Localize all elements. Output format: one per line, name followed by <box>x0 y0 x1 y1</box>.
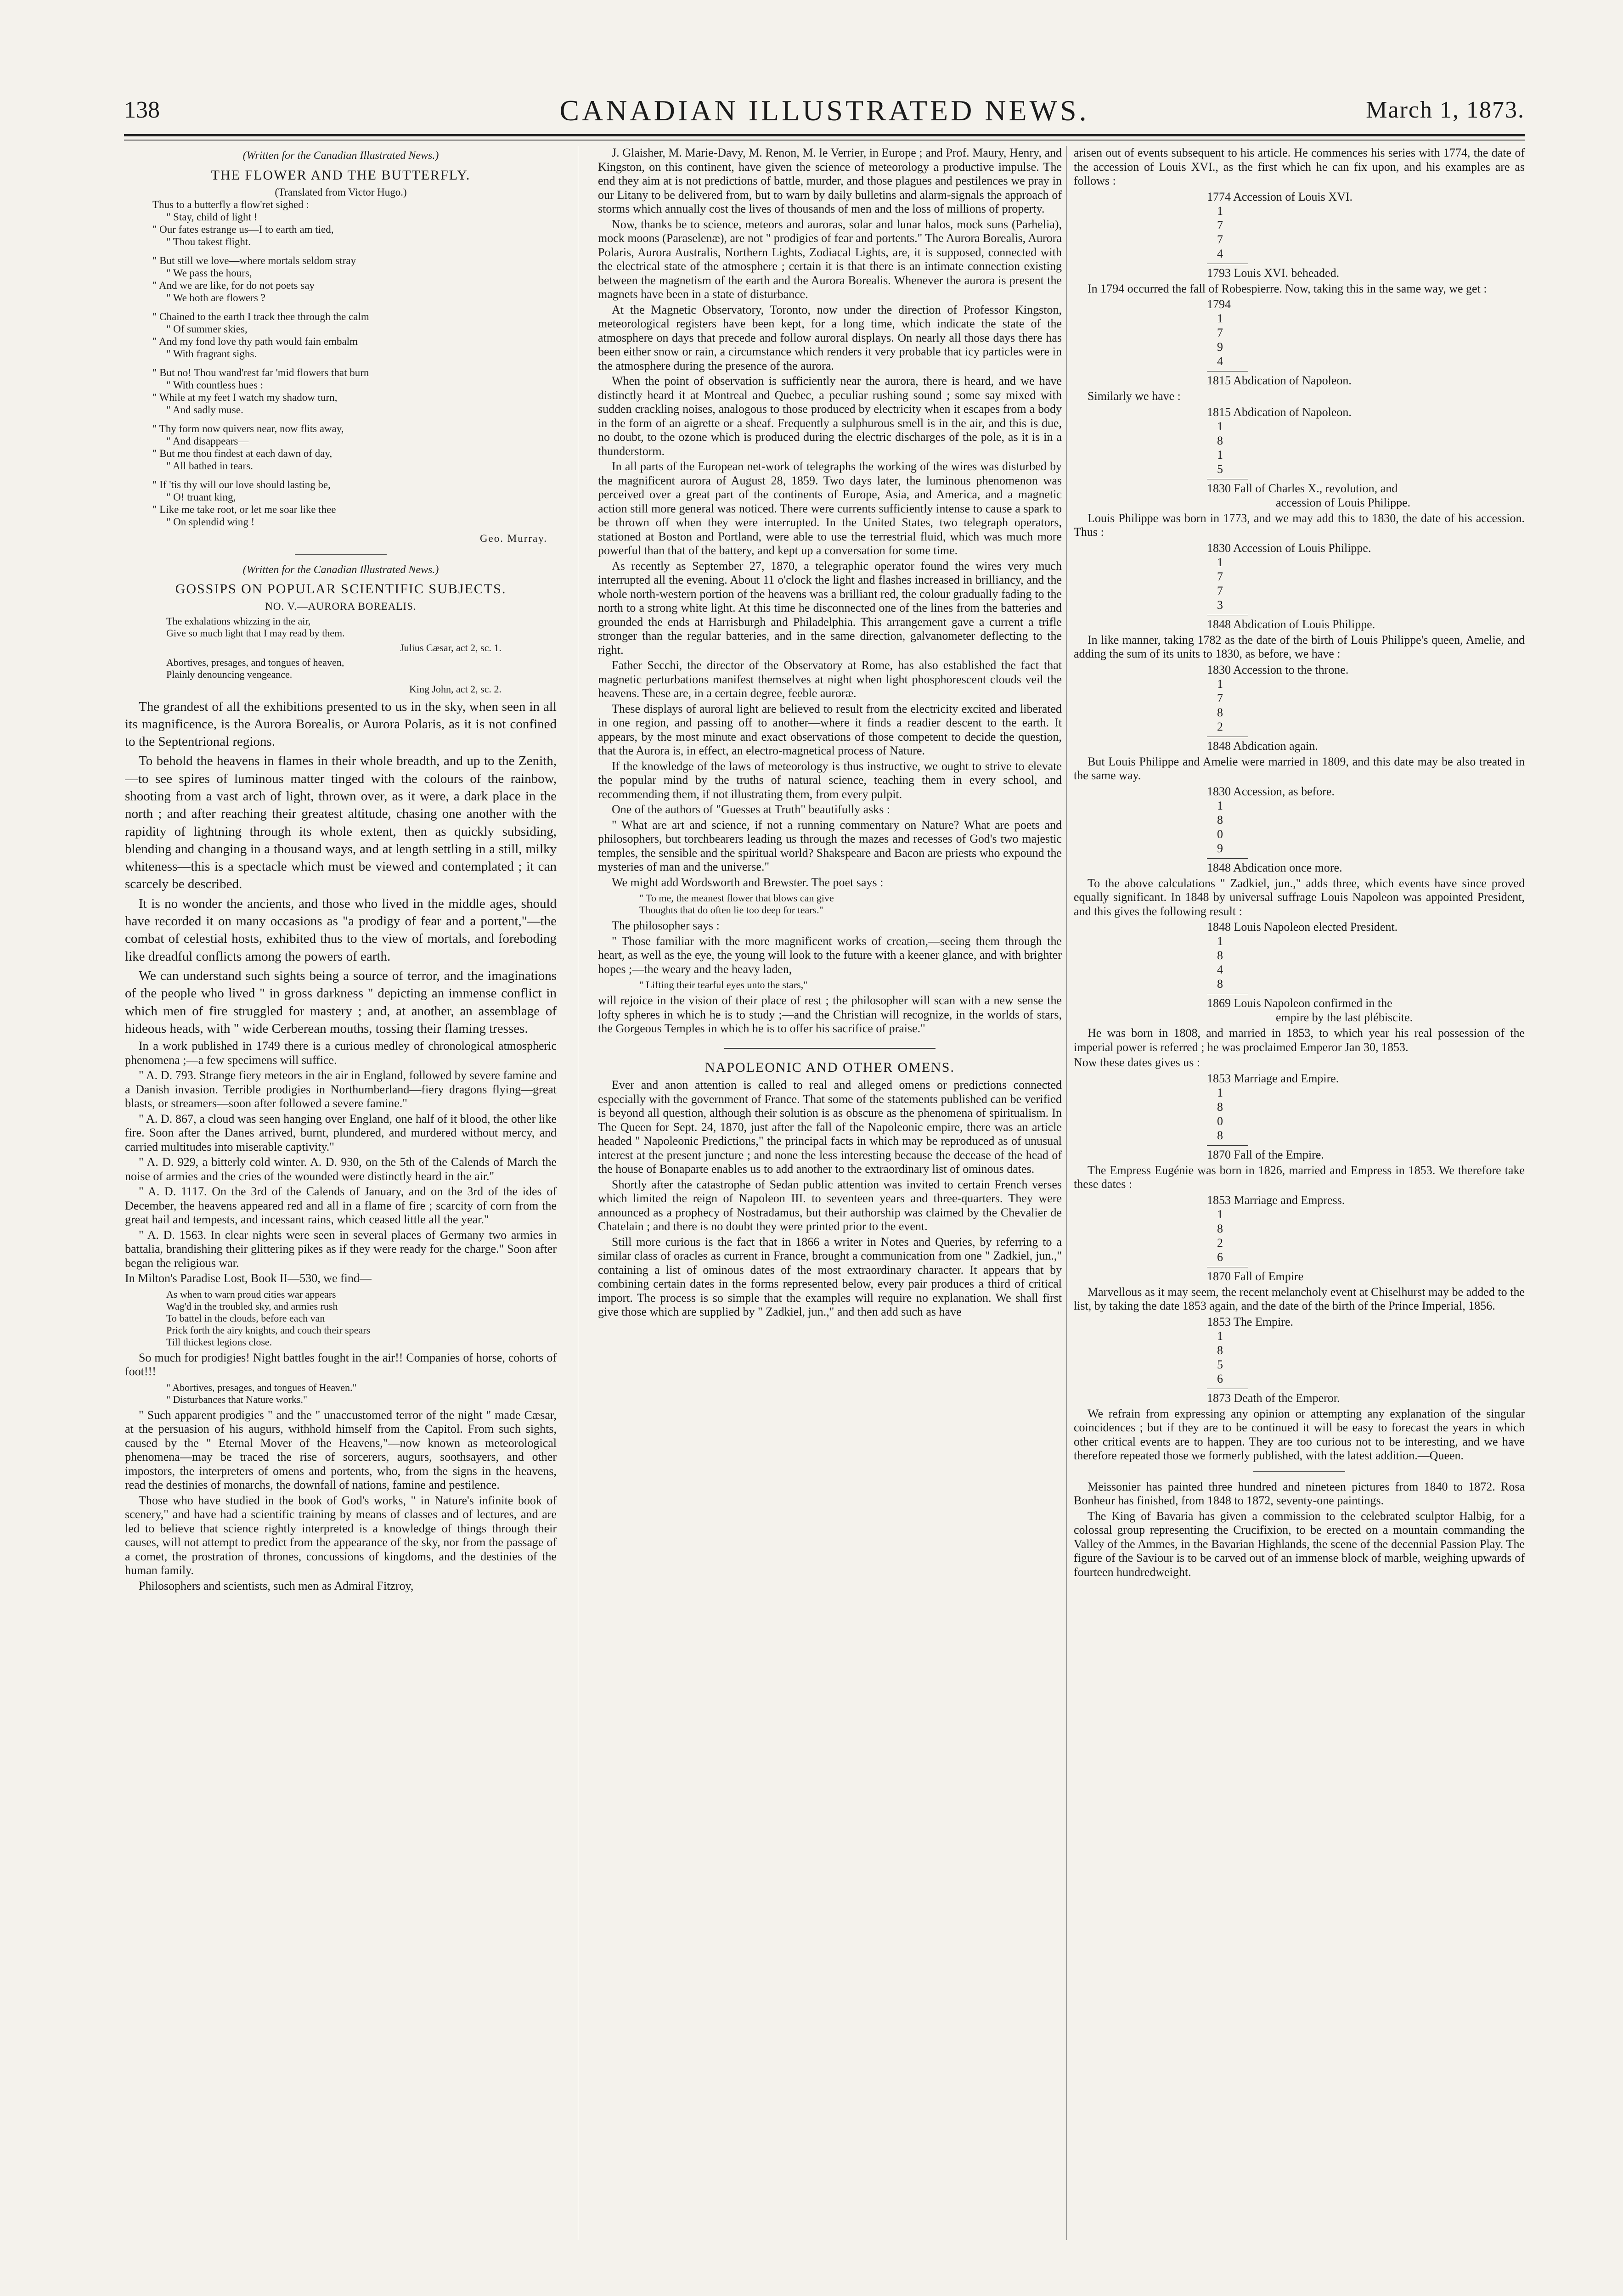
stanza-gap <box>152 472 557 478</box>
calc-block <box>1207 784 1525 875</box>
column-1 <box>125 146 557 2277</box>
epigraph-line: Give so much light that I may read by them. <box>166 627 345 639</box>
paragraph: Those who have studied in the book of God's works, " in Nature's infinite book of scenery," and have had a scientific training by means of classes and of lectures, and are led to believe that science rightly interpreted is a knowledge of things through their causes, will not attempt to predict from the appearance of the sky, nor from the passage of a comet, the prostration of thrones, concussions of kingdoms, and the destinies of the human family. <box>125 1493 557 1577</box>
poem-author: Geo. Murray. <box>479 533 547 544</box>
paragraph: Father Secchi, the director of the Observatory at Rome, has also established the fact that magnetic perturbations manifest themselves at night when light phosphorescent clouds veil the heavens. These are, in a certain degree, feeble auroræ. <box>598 658 1062 700</box>
prodigies-para: So much for prodigies! Night battles fought in the air!! Companies of horse, cohorts of foot!!! <box>125 1351 557 1379</box>
stanza-gap <box>152 360 557 366</box>
philosopher-intro: The philosopher says : <box>612 919 720 932</box>
paragraph: In all parts of the European net-work of telegraphs the working of the wires was disturbed by the magnificent aurora of August 28, 1859. Two days later, the luminous phenomenon was perceived over a great part of the continents of Europe, Asia, and America, and a magnetic action still more general was noticed. There were currents sufficiently intense to cause a spark to be thrown off when they were interrupted. In the United States, two telegraph operators, stationed at Boston and Portland, were able to use the terrestrial fluid, which was much more powerful than that of the battery, and kept up a conversation for some time. <box>598 460 1062 557</box>
poem-line: " But still we love—where mortals seldom stray <box>152 255 356 266</box>
calc-digit: 0 <box>1217 1114 1223 1128</box>
epigraph-2 <box>125 657 557 681</box>
date-calculations <box>1074 190 1525 1405</box>
poem-line: " And disappears— <box>166 435 249 447</box>
lifting-quote: " Lifting their tearful eyes unto the stars," <box>639 979 808 990</box>
gossip-title: GOSSIPS ON POPULAR SCIENTIFIC SUBJECTS. <box>175 581 507 597</box>
poem-line: " And we are like, for do not poets say <box>152 280 315 291</box>
epigraph-1-source: Julius Cæsar, act 2, sc. 1. <box>400 642 502 653</box>
lead-paragraph: It is no wonder the ancients, and those who lived in the middle ages, should have recorded it on many occasions as "a prodigy of fear and a portent,"—the combat of celestial hosts, exhibited thus to the view of mortals, and foreboding like dreadful conflicts among the powers of earth. <box>125 896 557 964</box>
paragraph: At the Magnetic Observatory, Toronto, now under the direction of Professor Kingston, meteorological registers have been kept, for a long time, which indicate the state of the atmosphere on days that precede and follow auroral displays. On nearly all those days there has been either snow or rain, a circumstance which renders it very probable that icy particles were in the atmosphere during the presence of the aurora. <box>598 303 1062 372</box>
calc-intro: But Louis Philippe and Amelie were married in 1809, and this date may be also treated in the same way. <box>1074 754 1525 782</box>
calc-label: 1830 Accession of Louis Philippe. <box>1207 541 1371 555</box>
paragraph: " What are art and science, if not a running commentary on Nature? What are poets and philosophers, but torchbearers leading us through the mazes and recesses of God's two majestic temples, the sensible and the spiritual world? Shakspeare and Bacon are priests who expound the mysteries of man and the universe." <box>598 818 1062 873</box>
calc-result: 1869 Louis Napoleon confirmed in the <box>1207 996 1392 1010</box>
paragraph: Still more curious is the fact that in 1866 a writer in Notes and Queries, by referring to a similar class of oracles as current in France, brought a communication from one " Zadkiel, jun.," containing a list of ominous dates of the most extraordinary character. It appears that by combining certain dates in the forms represented below, every pair produces a third of critical import. The process is so simple that the examples will require no explanation. We shall first give those which are supplied by " Zadkiel, jun.," and then add such as have <box>598 1235 1062 1318</box>
milton-line: Wag'd in the troubled sky, and armies rush <box>166 1300 338 1312</box>
calc-block <box>1207 297 1525 388</box>
epigraph-line: Abortives, presages, and tongues of heaven, <box>166 656 344 668</box>
paragraph: These displays of auroral light are believed to result from the electricity excited and liberated in one region, and passing off to another—where it finds a readier descent to the earth. It appears, by the most minute and exact observations of those competent to decide the question, that the Aurora is, in effect, an electro-magnetical process of Nature. <box>598 702 1062 757</box>
poem-credit: (Written for the Canadian Illustrated News.) <box>242 150 439 162</box>
divider <box>295 554 387 555</box>
calc-digit: 8 <box>1217 1221 1223 1235</box>
calc-result: 1848 Abdication again. <box>1207 739 1318 753</box>
paragraph: One of the authors of "Guesses at Truth" beautifully asks : <box>612 803 890 816</box>
milton-line: To battel in the clouds, before each van <box>166 1312 325 1324</box>
omens-intro: arisen out of events subsequent to his article. He commences his series with 1774, the date of the accession of Louis XVI., as the first which he can fix upon, and his examples are as follows : <box>1074 146 1525 187</box>
paragraph: We might add Wordsworth and Brewster. The poet says : <box>612 875 884 889</box>
calc-digit: 6 <box>1217 1372 1223 1385</box>
lead-paragraph: To behold the heavens in flames in their whole breadth, and up to the Zenith,—to see spires of luminous matter tinged with the colours of the rainbow, shooting from a vast arch of light, thrown over, as it were, a dark place in the north ; and after reaching their greatest altitude, chasing one another with the rapidity of lightning through its whole extent, then as quickly subsiding, blending and changing in a thousand ways, and at length settling in a still, milky whiteness—this is a spectacle which must be viewed and contemplated ; it can scarcely be described. <box>125 754 557 892</box>
calc-digit: 4 <box>1217 963 1223 976</box>
poet-line: " To me, the meanest flower that blows can give <box>639 892 834 904</box>
calc-intro: Similarly we have : <box>1088 389 1181 403</box>
calc-digit: 4 <box>1217 247 1223 260</box>
page-number: 138 <box>124 97 160 123</box>
calc-digit: 1 <box>1217 1086 1223 1099</box>
poem-line: " But no! Thou wand'rest far 'mid flowers that burn <box>152 367 369 378</box>
calc-label: 1774 Accession of Louis XVI. <box>1207 190 1353 203</box>
calc-result: 1815 Abdication of Napoleon. <box>1207 374 1352 387</box>
poem-line: " Thy form now quivers near, now flits away, <box>152 423 344 434</box>
calc-label: 1848 Louis Napoleon elected President. <box>1207 920 1398 934</box>
poem-line: Thus to a butterfly a flow'ret sighed : <box>152 199 309 210</box>
calc-digit: 8 <box>1217 813 1223 827</box>
closing-para: We refrain from expressing any opinion or attempting any explanation of the singular coincidences ; but if they are to be continued it will be easy to forecast the years in which other critical events are to happen. They are too curious not to be interesting, and we have therefore repeated those we formerly published, with the latest addition.—Queen. <box>1074 1407 1525 1462</box>
napoleonic-title: NAPOLEONIC AND OTHER OMENS. <box>704 1059 955 1075</box>
poem-line: " We pass the hours, <box>166 267 252 279</box>
poet-line: Thoughts that do often lie too deep for tears." <box>639 904 823 916</box>
epigraph-line: Plainly denouncing vengeance. <box>166 668 293 680</box>
paragraph: " A. D. 1117. On the 3rd of the Calends of January, and on the 3rd of the ides of December, the heavens appeared red and all in a flame of fire ; scarcity of corn from the great hail and tempests, and incessant rains, which ceased little all the year." <box>125 1185 557 1227</box>
calc-block <box>1207 541 1525 631</box>
calc-label: 1853 Marriage and Empress. <box>1207 1193 1345 1207</box>
column-2 <box>598 146 1062 2277</box>
calc-digit: 8 <box>1217 1128 1223 1142</box>
header-rule <box>124 134 1525 136</box>
poet-quote <box>598 892 1062 916</box>
epigraph-1 <box>125 615 557 639</box>
calc-digit: 2 <box>1217 720 1223 733</box>
gossip-number: NO. V.—AURORA BOREALIS. <box>265 600 417 612</box>
calc-label: 1830 Accession, as before. <box>1207 784 1335 798</box>
poem-line: " Stay, child of light ! <box>166 211 258 223</box>
calc-intro: Now these dates gives us : <box>1074 1056 1200 1069</box>
poem-line: " Thou takest flight. <box>166 236 251 248</box>
calc-intro: Marvellous as it may seem, the recent melancholy event at Chiselhurst may be added to the list, by taking the date 1853 again, and the date of the birth of the Prince Imperial, 1856. <box>1074 1285 1525 1312</box>
calc-block <box>1207 190 1525 280</box>
calc-result: accession of Louis Philippe. <box>1276 495 1411 509</box>
news-notes <box>1074 1480 1525 1580</box>
stanza-gap <box>152 416 557 422</box>
paragraph: If the knowledge of the laws of meteorology is thus instructive, we ought to strive to elevate the popular mind by the truths of natural science, teaching them in every school, and recommending them, if not illustrating them, from every pulpit. <box>598 759 1062 801</box>
article-paragraphs <box>125 1039 557 1270</box>
calc-digit: 1 <box>1217 799 1223 812</box>
column-divider <box>1066 146 1067 2240</box>
sum-line <box>1207 1145 1248 1146</box>
paragraph: " A. D. 867, a cloud was seen hanging over England, one half of it blood, the other like fire. Soon after the Danes arrived, burnt, plundered, and murdered without mercy, and carried multitudes into miserable captivity." <box>125 1112 557 1154</box>
calc-result: 1870 Fall of the Empire. <box>1207 1148 1324 1161</box>
calc-digit: 7 <box>1217 232 1223 246</box>
calc-intro: The Empress Eugénie was born in 1826, married and Empress in 1853. We therefore take these dates : <box>1074 1163 1525 1191</box>
epigraph-2-source: King John, act 2, sc. 2. <box>409 683 502 695</box>
sum-line <box>1207 858 1248 859</box>
article-paragraphs-2 <box>125 1408 557 1593</box>
paragraph: Now, thanks be to science, meteors and auroras, solar and lunar halos, mock suns (Parhelia), mock moons (Paraselenæ), are not " prodigies of fear and portents." The Aurora Borealis, Aurora Polaris, Aurora Australis, Northern Lights, Zodiacal Lights, are, it is supposed, connected with the electrical state of the atmosphere ; certain it is that there is an intimate connection existing between the magnetism of the earth and the Aurora Borealis. Whenever the aurora is present the magnets have been in a state of disturbance. <box>598 217 1062 301</box>
calc-digit: 1 <box>1217 555 1223 569</box>
milton-quote <box>125 1289 557 1348</box>
calc-digit: 4 <box>1217 355 1223 368</box>
calc-block <box>1207 663 1525 753</box>
article-continued-paragraphs <box>598 146 1062 889</box>
poem-line: " But me thou findest at each dawn of day, <box>152 448 332 459</box>
rejoice-para: will rejoice in the vision of their place of rest ; the philosopher will scan with a new sense the lofty spheres in which he is to study ;—and the Christian will recognize, in the worlds of stars, the Gorgeous Temples in which he is to offer his sacrifice of praise." <box>598 994 1062 1035</box>
news-note: The King of Bavaria has given a commission to the celebrated sculptor Halbig, for a colossal group representing the Crucifixion, to be erected on a mountain commanding the Valley of the Ammes, in the Bavarian Highlands, the scene of the decennial Passion Play. The figure of the Saviour is to be carved out of an immense block of marble, weighing upwards of fourteen hundredweight. <box>1074 1509 1525 1579</box>
poem-line: " We both are flowers ? <box>166 292 265 304</box>
lead-paragraph: The grandest of all the exhibitions presented to us in the sky, when seen in all its magnificence, is the Aurora Borealis, or Aurora Polaris, as it is not confined to the Septentrional regions. <box>125 699 557 749</box>
calc-digit: 6 <box>1217 1250 1223 1264</box>
article-lead-paragraphs <box>125 698 557 1038</box>
calc-digit: 8 <box>1217 949 1223 962</box>
calc-block <box>1207 1193 1525 1283</box>
page-header <box>124 87 1525 138</box>
paragraph: J. Glaisher, M. Marie-Davy, M. Renon, M. le Verrier, in Europe ; and Prof. Maury, Henry, and Kingston, on this continent, have given the science of meteorology a productive impulse. The end they aim at is not predictions of battle, murder, and those plagues and pestilences we pray in our Litany to be delivered from, but to warn by daily bulletins and alarm-signals the approach of storms which annually cost the lives of thousands of men and the loss of millions of property. <box>598 146 1062 215</box>
calc-intro: To the above calculations " Zadkiel, jun.," adds three, which events have since proved equally significant. In 1848 by universal suffrage Louis Napoleon was appointed President, and this gives the following result : <box>1074 876 1525 918</box>
quote-line: " Abortives, presages, and tongues of Heaven." <box>166 1381 357 1393</box>
calc-digit: 5 <box>1217 1357 1223 1371</box>
calc-digit: 1 <box>1217 312 1223 325</box>
calc-digit: 1 <box>1217 1207 1223 1221</box>
calc-digit: 9 <box>1217 340 1223 354</box>
lead-paragraph: We can understand such sights being a source of terror, and the imaginations of the people who lived " in gross darkness " depicting an immense conflict in which men of fire struggled for mastery ; and, at another, an assemblage of hideous heads, with " wide Cerberean mouths, tossing their flaming tresses. <box>125 968 557 1036</box>
calc-digit: 8 <box>1217 1100 1223 1114</box>
calc-intro: Louis Philippe was born in 1773, and we may add this to 1830, the date of his accession. Thus : <box>1074 511 1525 539</box>
paragraph: " Such apparent prodigies " and the " unaccustomed terror of the night " made Cæsar, at the persuasion of his augurs, withhold himself from the Capitol. From such sights, caused by the " Eternal Mover of the Heavens,"—now known as meteorological phenomena—may be traced the rise of sorcerers, augurs, soothsayers, and other impostors, the interpreters of omens and portents, who, from the signs in the heavens, read the destinies of monarchs, the downfall of nations, famine and pestilence. <box>125 1408 557 1492</box>
calc-digit: 7 <box>1217 218 1223 232</box>
calc-label: 1853 Marriage and Empire. <box>1207 1071 1339 1085</box>
paragraph: Shortly after the catastrophe of Sedan public attention was invited to certain French verses which limited the reign of Napoleon III. to seventeen years and three-quarters. They were announced as a prophecy of Nostradamus, but their authorship was claimed by the Chevalier de Chatelain ; and there is no doubt they were printed prior to the event. <box>598 1177 1062 1233</box>
poem-line: " Of summer skies, <box>166 323 248 335</box>
abortives-quote <box>125 1382 557 1406</box>
issue-date: March 1, 1873. <box>1366 97 1525 123</box>
poem-line: " O! truant king, <box>166 491 236 503</box>
calc-digit: 7 <box>1217 569 1223 583</box>
calc-block <box>1207 920 1525 1024</box>
poem-line: " Chained to the earth I track thee through the calm <box>152 311 369 322</box>
masthead: CANADIAN ILLUSTRATED NEWS. <box>559 94 1089 127</box>
calc-digit: 8 <box>1217 433 1223 447</box>
divider <box>1253 1471 1345 1472</box>
calc-digit: 7 <box>1217 584 1223 597</box>
calc-intro: In like manner, taking 1782 as the date of the birth of Louis Philippe's queen, Amelie, and adding the sum of its units to 1830, as before, we have : <box>1074 633 1525 660</box>
calc-label: 1794 <box>1207 298 1231 311</box>
milton-line: As when to warn proud cities war appears <box>166 1288 336 1300</box>
poem-line: " With countless hues : <box>166 379 264 391</box>
philosopher-quote: " Those familiar with the more magnificent works of creation,—seeing them through the heart, as well as the eye, the young will look to the future with a keener glance, and with brighter hopes ;—the weary and the heavy laden, <box>598 934 1062 976</box>
calc-block <box>1207 405 1525 510</box>
calc-digit: 3 <box>1217 598 1223 612</box>
milton-intro: In Milton's Paradise Lost, Book II—530, we find— <box>125 1272 372 1285</box>
calc-digit: 1 <box>1217 934 1223 948</box>
milton-line: Prick forth the airy knights, and couch their spears <box>166 1324 371 1336</box>
calc-result: 1793 Louis XVI. beheaded. <box>1207 266 1340 280</box>
poem-line: " All bathed in tears. <box>166 460 253 472</box>
gossip-credit: (Written for the Canadian Illustrated News.) <box>242 563 439 576</box>
calc-result: 1848 Abdication of Louis Philippe. <box>1207 617 1375 631</box>
calc-digit: 1 <box>1217 419 1223 433</box>
paragraph: As recently as September 27, 1870, a telegraphic operator found the wires very much interrupted all the evening. About 11 o'clock the light and flashes increased in brilliancy, and the whole north-western portion of the heavens was a brilliant red, the colour gradually fading to the north to a strong white light. At this time he disconnected one of the lines from the batteries and grounded the ends at Harrisburgh and Philadelphia. This arrangement gave a current a trifle stronger than the regular batteries, and in the same direction, galvanometer deflecting to the right. <box>598 559 1062 657</box>
calc-result: 1830 Fall of Charles X., revolution, and <box>1207 481 1398 495</box>
calc-digit: 1 <box>1217 204 1223 218</box>
poem-body <box>125 198 557 528</box>
calc-block <box>1207 1071 1525 1162</box>
paragraph: " A. D. 929, a bitterly cold winter. A. D. 930, on the 5th of the Calends of March the noise of armies and the cries of the wounded were distinctly heard in the air." <box>125 1155 557 1183</box>
calc-intro: In 1794 occurred the fall of Robespierre. Now, taking this in the same way, we get : <box>1088 281 1487 295</box>
calc-result: 1873 Death of the Emperor. <box>1207 1391 1340 1405</box>
quote-line: " Disturbances that Nature works." <box>166 1393 307 1405</box>
section-divider <box>724 1048 935 1049</box>
poem-line: " Our fates estrange us—I to earth am tied, <box>152 224 334 235</box>
header-rule-thin <box>124 140 1525 141</box>
poem-title: THE FLOWER AND THE BUTTERFLY. <box>211 167 471 183</box>
calc-digit: 1 <box>1217 448 1223 461</box>
calc-intro: He was born in 1808, and married in 1853, to which year his real possession of the imperial power is referred ; he was proclaimed Emperor Jan 30, 1853. <box>1074 1026 1525 1054</box>
paragraph: When the point of observation is sufficiently near the aurora, there is heard, and we have distinctly heard it at Montreal and Quebec, a peculiar rushing sound ; some say mixed with sudden crackling noises, analogous to those produced by electricity when it escapes from a body in the form of an aigrette or a sheaf. Frequently a sulphurous smell is in the air, and this is due, no doubt, to the ozone which is produced during the electric discharges of the pole, as it is in a thunderstorm. <box>598 374 1062 458</box>
poem-line: " If 'tis thy will our love should lasting be, <box>152 479 331 490</box>
calc-result: 1870 Fall of Empire <box>1207 1269 1304 1283</box>
calc-digit: 7 <box>1217 326 1223 339</box>
calc-digit: 8 <box>1217 977 1223 990</box>
calc-digit: 8 <box>1217 705 1223 719</box>
poem-line: " Like me take root, or let me soar like thee <box>152 504 336 515</box>
poem-line: " And my fond love thy path would fain embalm <box>152 336 358 347</box>
news-note: Meissonier has painted three hundred and nineteen pictures from 1840 to 1872. Rosa Bonheur has finished, from 1848 to 1872, seventy-one paintings. <box>1074 1480 1525 1507</box>
calc-label: 1830 Accession to the throne. <box>1207 663 1349 676</box>
stanza-gap <box>152 304 557 310</box>
calc-label: 1853 The Empire. <box>1207 1315 1293 1328</box>
calc-digit: 1 <box>1217 1329 1223 1343</box>
paragraph: " A. D. 1563. In clear nights were seen in several places of Germany two armies in battalia, brandishing their glittering pikes as if they were ready for the charge." Soon after began the religious war. <box>125 1228 557 1270</box>
calc-digit: 7 <box>1217 691 1223 705</box>
napoleonic-paragraphs <box>598 1078 1062 1319</box>
calc-digit: 0 <box>1217 827 1223 841</box>
calc-result: 1848 Abdication once more. <box>1207 861 1342 874</box>
calc-digit: 2 <box>1217 1236 1223 1249</box>
calc-digit: 9 <box>1217 841 1223 855</box>
paragraph: Ever and anon attention is called to real and alleged omens or predictions connected especially with the government of France. That some of the statements published can be verified is beyond all question, although their solution is as obscure as the phenomena of spiritualism. In The Queen for Sept. 24, 1870, just after the fall of the Napoleonic empire, there was an article headed " Napoleonic Predictions," the principal facts in which may be reproduced as of unusual interest at the present juncture ; and none the less interesting because the decease of the head of the house of Bonaparte enables us to add another to the extraordinary list of ominous dates. <box>598 1078 1062 1176</box>
stanza-gap <box>152 248 557 254</box>
poem-subtitle: (Translated from Victor Hugo.) <box>275 186 407 198</box>
epigraph-line: The exhalations whizzing in the air, <box>166 615 311 627</box>
column-3 <box>1074 146 1525 2277</box>
calc-result: empire by the last plébiscite. <box>1276 1011 1413 1024</box>
paragraph: " A. D. 793. Strange fiery meteors in the air in England, followed by severe famine and a Danish invasion. Terrible prodigies in Northumberland—fiery dragons flying—great blasts, or streamers—soon after followed a severe famine." <box>125 1069 557 1110</box>
paragraph: Philosophers and scientists, such men as Admiral Fitzroy, <box>139 1579 414 1593</box>
milton-line: Till thickest legions close. <box>166 1336 272 1348</box>
calc-block <box>1207 1315 1525 1405</box>
poem-line: " With fragrant sighs. <box>166 348 257 360</box>
poem-line: " While at my feet I watch my shadow turn, <box>152 392 338 403</box>
calc-digit: 5 <box>1217 462 1223 476</box>
poem-line: " And sadly muse. <box>166 404 243 416</box>
calc-label: 1815 Abdication of Napoleon. <box>1207 405 1352 419</box>
calc-digit: 1 <box>1217 677 1223 691</box>
poem-line: " On splendid wing ! <box>166 516 255 528</box>
calc-digit: 8 <box>1217 1343 1223 1357</box>
paragraph: In a work published in 1749 there is a curious medley of chronological atmospheric phenomena ;—a few specimens will suffice. <box>125 1039 557 1067</box>
